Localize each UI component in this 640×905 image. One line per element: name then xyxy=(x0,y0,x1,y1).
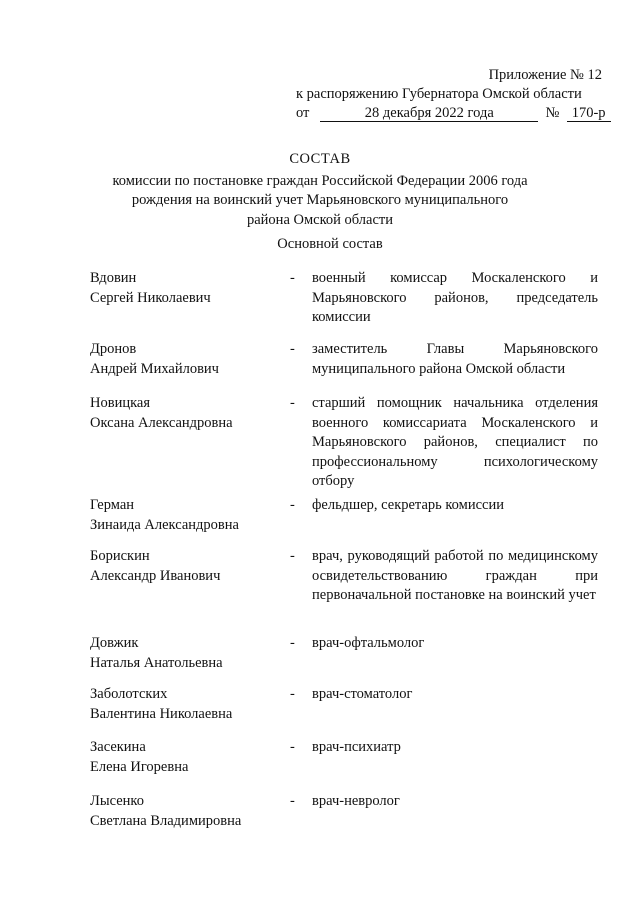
member-dash: - xyxy=(290,270,295,286)
member-role: заместитель Главы Марьяновского муниципального района Омской области xyxy=(312,341,598,377)
member-name xyxy=(90,738,280,777)
member-surname: Дронов xyxy=(90,341,137,357)
from-label: от xyxy=(296,105,310,121)
title-main: СОСТАВ xyxy=(289,151,351,167)
member-given-name: Сергей Николаевич xyxy=(90,289,211,306)
member-given-name: Наталья Анатольевна xyxy=(90,654,223,671)
title-line-1: комиссии по постановке граждан Российской Федерации 2006 года xyxy=(112,172,528,189)
member-dash: - xyxy=(290,793,295,809)
member-role: врач-офтальмолог xyxy=(312,635,425,651)
member-dash: - xyxy=(290,497,295,513)
member-dash: - xyxy=(290,635,295,651)
member-surname: Довжик xyxy=(90,635,139,651)
member-given-name: Александр Иванович xyxy=(90,567,221,584)
title-line-3: района Омской области xyxy=(246,211,393,228)
member-role: врач-невролог xyxy=(312,793,400,809)
member-name xyxy=(90,634,280,673)
member-surname: Вдовин xyxy=(90,270,137,286)
member-given-name: Оксана Александровна xyxy=(90,414,233,431)
member-surname: Заболотских xyxy=(90,686,168,702)
order-date: 28 декабря 2022 года xyxy=(320,105,538,122)
appendix-number: Приложение № 12 xyxy=(488,67,602,83)
member-role: военный комиссар Москаленского и Марьяновского районов, председатель комиссии xyxy=(312,270,598,325)
member-role: врач-психиатр xyxy=(312,739,401,755)
order-date-line xyxy=(296,104,606,123)
member-dash: - xyxy=(290,739,295,755)
member-given-name: Зинаида Александровна xyxy=(90,516,239,533)
member-given-name: Елена Игоревна xyxy=(90,758,189,775)
document-title xyxy=(60,150,580,230)
document-header xyxy=(296,66,606,123)
member-dash: - xyxy=(290,395,295,411)
member-name xyxy=(90,547,280,586)
member-surname: Новицкая xyxy=(90,395,151,411)
member-given-name: Андрей Михайлович xyxy=(90,360,219,377)
member-given-name: Светлана Владимировна xyxy=(90,812,242,829)
member-given-name: Валентина Николаевна xyxy=(90,705,233,722)
member-dash: - xyxy=(290,548,295,564)
member-name xyxy=(90,685,280,724)
member-name xyxy=(90,394,280,433)
member-role: фельдшер, секретарь комиссии xyxy=(312,497,504,513)
order-number: 170-р xyxy=(567,105,611,122)
member-name xyxy=(90,340,280,379)
title-line-2: рождения на воинский учет Марьяновского муниципального xyxy=(131,192,509,208)
member-role: врач-стоматолог xyxy=(312,686,413,702)
member-surname: Засекина xyxy=(90,739,146,755)
section-title: Основной состав xyxy=(277,236,383,252)
number-label: № xyxy=(545,105,560,121)
member-surname: Лысенко xyxy=(90,793,144,809)
member-surname: Борискин xyxy=(90,548,150,564)
member-dash: - xyxy=(290,686,295,702)
member-role: врач, руководящий работой по медицинскому освидетельствованию граждан при первоначальной постановке на воинский учет xyxy=(312,548,598,603)
member-surname: Герман xyxy=(90,497,135,513)
member-dash: - xyxy=(290,341,295,357)
member-name xyxy=(90,792,280,831)
member-name xyxy=(90,269,280,308)
order-reference: к распоряжению Губернатора Омской области xyxy=(296,86,582,102)
member-role: старший помощник начальника отделения военного комиссариата Москаленского и Марьяновского районов, специалист по профессиональному психологическому отбору xyxy=(312,395,598,489)
member-name xyxy=(90,496,280,535)
